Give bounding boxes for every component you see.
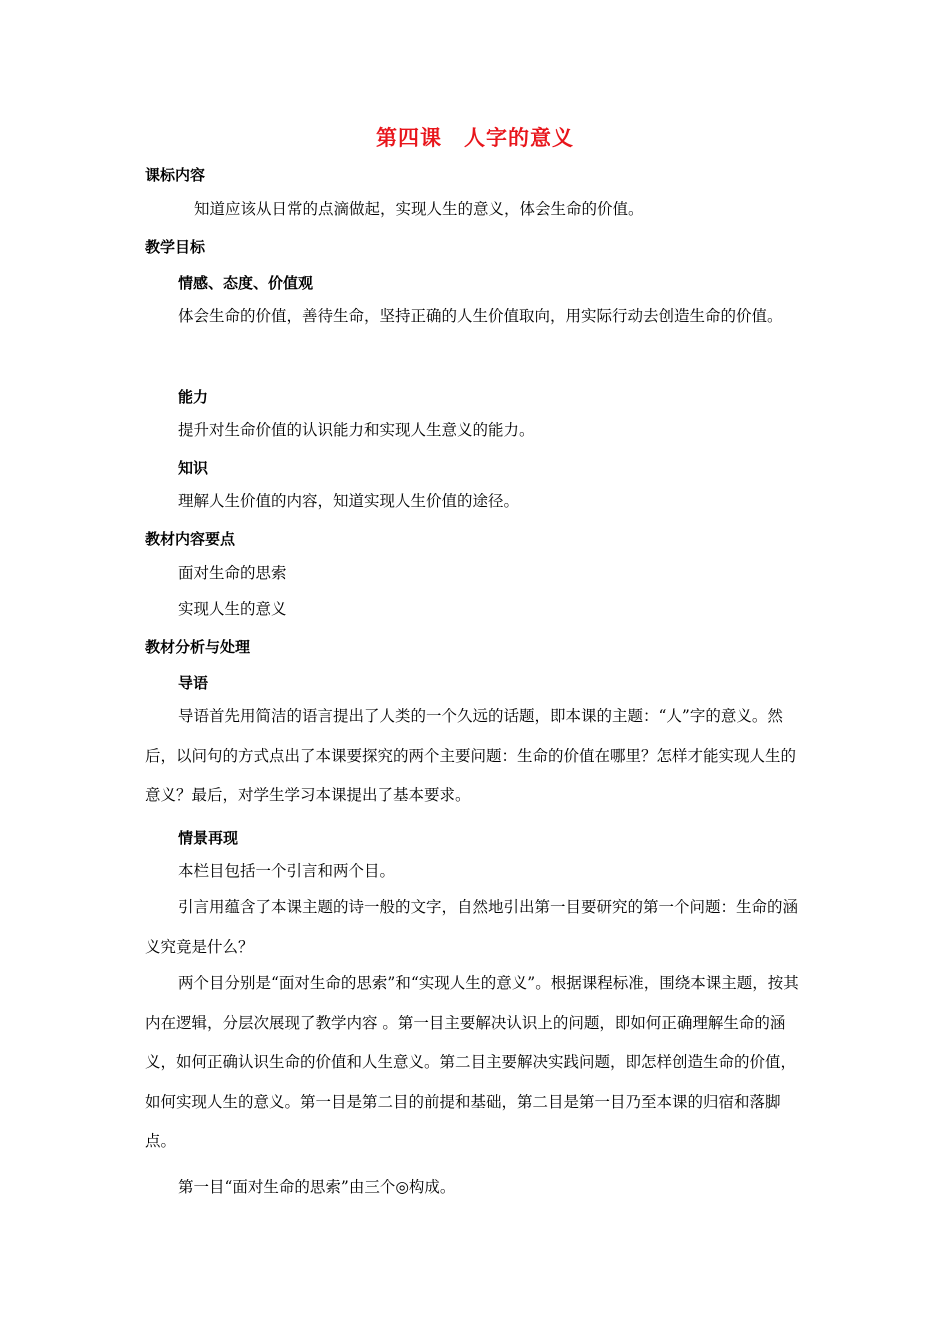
heading-fenxi: 教材分析与处理	[145, 638, 251, 656]
para-qingjing-2: 引言用蕴含了本课主题的诗一般的文字，自然地引出第一目要研究的第一个问题：生命的涵义究竟是什么？	[145, 898, 799, 956]
para-kebiao: 知道应该从日常的点滴做起，实现人生的意义，体会生命的价值。	[194, 200, 644, 218]
para-qingjing-4: 第一目“面对生命的思索”由三个◎构成。	[178, 1178, 456, 1196]
para-qingjing-3: 两个目分别是“面对生命的思索”和“实现人生的意义”。根据课程标准，围绕本课主题，按其内在逻辑，分层次展现了教学内容 。第一目主要解决认识上的问题，即如何正确理解生命的涵义，如何正确认识生命的价值和人生意义。第二目主要解决实践问题，即怎样创造生命的价值，如何实现人生的意义。第一目是第二目的前提和基础，第二目是第一目乃至本课的归宿和落脚点。	[145, 974, 799, 1150]
para-nengli: 提升对生命价值的认识能力和实现人生意义的能力。	[178, 421, 535, 439]
para-qingjing-1: 本栏目包括一个引言和两个目。	[178, 862, 396, 880]
heading-daoyu: 导语	[178, 674, 209, 692]
list-item-1: 面对生命的思索	[178, 564, 287, 582]
list-item-2: 实现人生的意义	[178, 600, 287, 618]
heading-zhishi: 知识	[178, 459, 209, 477]
heading-kebiao: 课标内容	[145, 166, 206, 184]
heading-qingjing: 情景再现	[178, 829, 239, 847]
heading-yaodian: 教材内容要点	[145, 530, 236, 548]
para-daoyu: 导语首先用简洁的语言提出了人类的一个久远的话题，即本课的主题：“人”字的意义。然后，以问句的方式点出了本课要探究的两个主要问题：生命的价值在哪里？怎样才能实现人生的意义？最后，对学生学习本课提出了基本要求。	[145, 707, 797, 804]
heading-mubiao: 教学目标	[145, 238, 206, 256]
heading-nengli: 能力	[178, 388, 209, 406]
para-qinggan: 体会生命的价值，善待生命，坚持正确的人生价值取向，用实际行动去创造生命的价值。	[178, 307, 783, 325]
document-title: 第四课 人字的意义	[376, 126, 574, 150]
para-zhishi: 理解人生价值的内容，知道实现人生价值的途径。	[178, 492, 520, 510]
heading-qinggan: 情感、态度、价值观	[178, 274, 314, 292]
